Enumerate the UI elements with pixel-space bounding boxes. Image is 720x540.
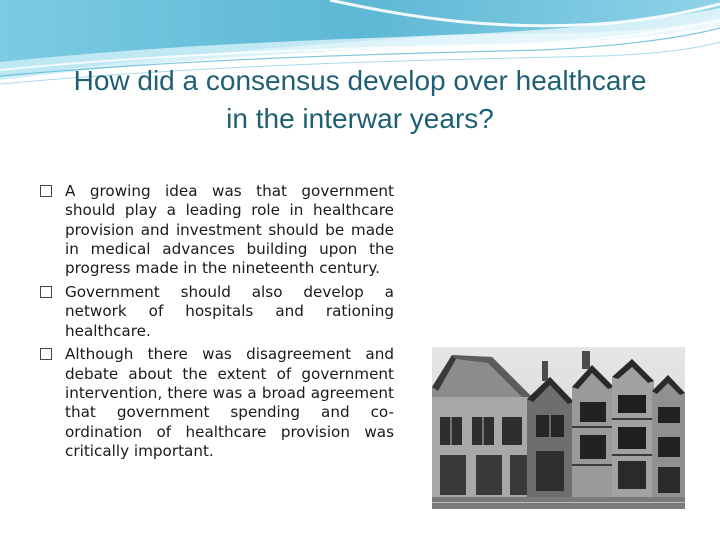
square-bullet-icon: [40, 286, 52, 298]
bullet-item: [40, 182, 394, 278]
square-bullet-icon: [40, 185, 52, 197]
bullet-text: A growing idea was that government should play a leading role in healthcare provision and investment should be made in medical advances building upon the progress made in the nineteenth century.: [65, 182, 394, 278]
bullet-text: Although there was disagreement and debate about the extent of government intervention, there was a broad agreement that government spending and co-ordination of healthcare provision was critically important.: [65, 345, 394, 460]
slide-title: How did a consensus develop over healthcare in the interwar years?: [73, 65, 647, 134]
bullet-item: [40, 345, 394, 461]
bullet-text: Government should also develop a network of hospitals and rationing healthcare.: [65, 282, 394, 340]
bullet-item: [40, 283, 394, 341]
historic-hospital-building-photo: [432, 347, 685, 509]
square-bullet-icon: [40, 348, 52, 360]
bullet-list: [40, 182, 394, 466]
